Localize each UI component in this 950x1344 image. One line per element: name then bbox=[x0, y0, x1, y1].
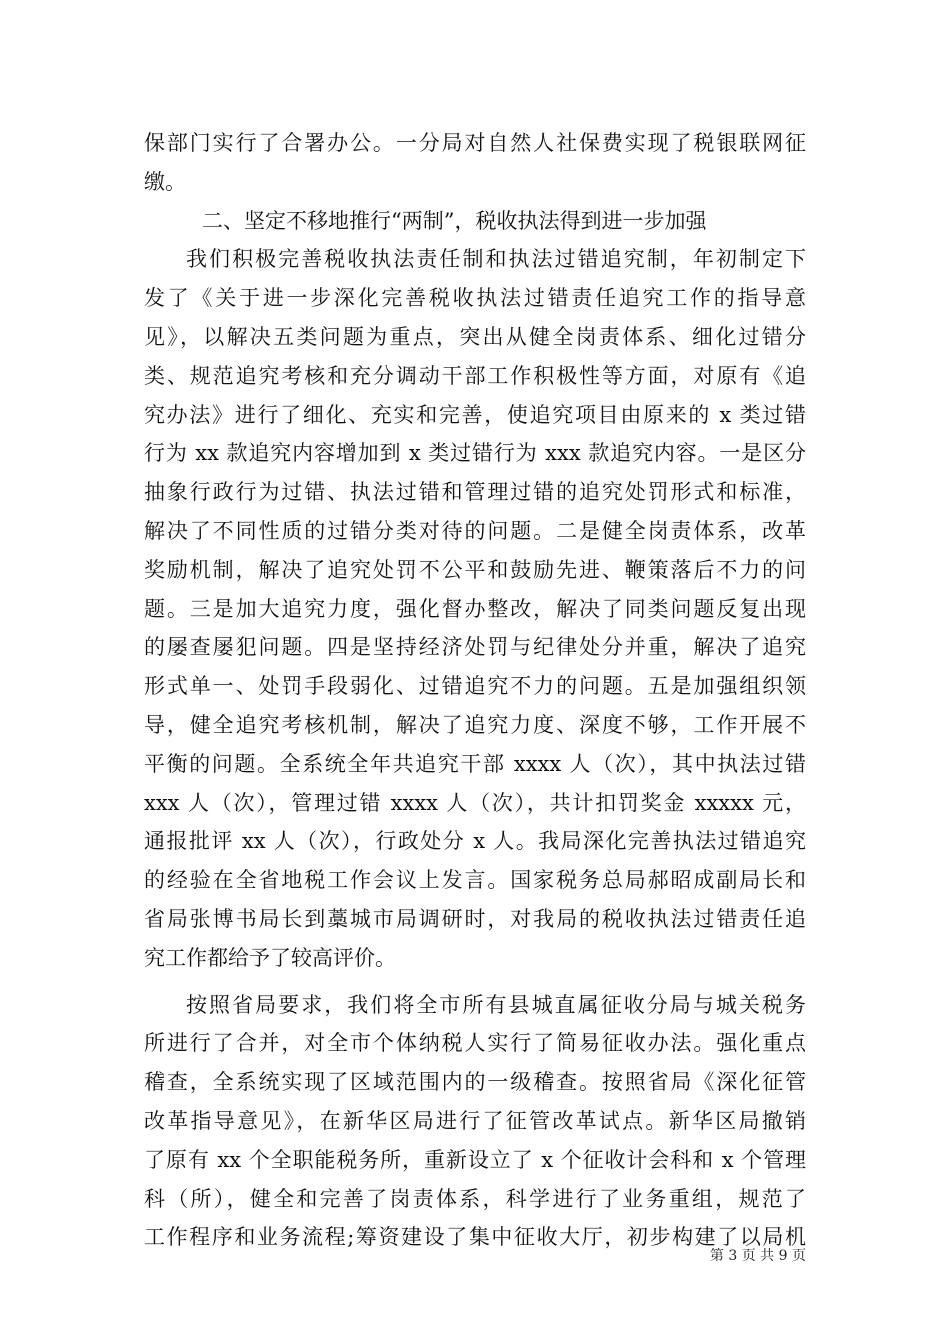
text-line: 奖励机制，解决了追究处罚不公平和鼓励先进、鞭策落后不力的问 bbox=[144, 557, 806, 582]
text-line: 按照省局要求，我们将全市所有县城直属征收分局与城关税务 bbox=[186, 992, 806, 1017]
text-line: 的经验在全省地税工作会议上发言。国家税务总局郝昭成副局长和 bbox=[144, 868, 806, 893]
text-line: 见》，以解决五类问题为重点，突出从健全岗责体系、细化过错分 bbox=[144, 324, 806, 349]
text-line: 稽查，全系统实现了区域范围内的一级稽查。按照省局《深化征管 bbox=[144, 1070, 806, 1095]
text-line: 题。三是加大追究力度，强化督办整改，解决了同类问题反复出现 bbox=[144, 596, 806, 621]
text-line: 缴。 bbox=[144, 169, 186, 194]
text-line: 解决了不同性质的过错分类对待的问题。二是健全岗责体系，改革 bbox=[144, 518, 806, 543]
text-line: 工作程序和业务流程;筹资建设了集中征收大厅，初步构建了以局机 bbox=[144, 1225, 806, 1250]
text-line: 行为 xx 款追究内容增加到 x 类过错行为 xxx 款追究内容。一是区分 bbox=[144, 441, 806, 466]
text-line: 通报批评 xx 人（次），行政处分 x 人。我局深化完善执法过错追究 bbox=[144, 829, 806, 854]
paragraph-gap bbox=[144, 978, 806, 986]
text-line: 改革指导意见》，在新华区局进行了征管改革试点。新华区局撤销 bbox=[144, 1108, 806, 1133]
text-line: 究工作都给予了较高评价。 bbox=[144, 945, 396, 970]
text-line: 了原有 xx 个全职能税务所，重新设立了 x 个征收计会科和 x 个管理 bbox=[144, 1147, 806, 1172]
text-line: xxx 人（次），管理过错 xxxx 人（次），共计扣罚奖金 xxxxx 元， bbox=[144, 790, 806, 815]
text-line: 的屡查屡犯问题。四是坚持经济处罚与纪律处分并重，解决了追究 bbox=[144, 635, 806, 660]
text-line: 省局张博书局长到藁城市局调研时，对我局的税收执法过错责任追 bbox=[144, 906, 806, 931]
text-line: 发了《关于进一步深化完善税收执法过错责任追究工作的指导意 bbox=[144, 286, 806, 311]
text-line: 类、规范追究考核和充分调动干部工作积极性等方面，对原有《追 bbox=[144, 363, 806, 388]
text-line: 导，健全追究考核机制，解决了追究力度、深度不够，工作开展不 bbox=[144, 712, 806, 737]
page-number: 第 3 页 共 9 页 bbox=[709, 1248, 806, 1264]
text-line: 科（所），健全和完善了岗责体系，科学进行了业务重组，规范了 bbox=[144, 1186, 806, 1211]
document-body bbox=[144, 124, 806, 1257]
text-line: 究办法》进行了细化、充实和完善，使追究项目由原来的 x 类过错 bbox=[144, 402, 806, 427]
text-line: 所进行了合并，对全市个体纳税人实行了简易征收办法。强化重点 bbox=[144, 1031, 806, 1056]
text-line: 平衡的问题。全系统全年共追究干部 xxxx 人（次），其中执法过错 bbox=[144, 751, 806, 776]
section-heading: 二、坚定不移地推行“两制”，税收执法得到进一步加强 bbox=[202, 208, 707, 233]
text-line: 形式单一、处罚手段弱化、过错追究不力的问题。五是加强组织领 bbox=[144, 674, 806, 699]
text-line: 保部门实行了合署办公。一分局对自然人社保费实现了税银联网征 bbox=[144, 131, 806, 155]
text-line: 抽象行政行为过错、执法过错和管理过错的追究处罚形式和标准， bbox=[144, 480, 806, 505]
text-line: 我们积极完善税收执法责任制和执法过错追究制，年初制定下 bbox=[186, 247, 806, 272]
